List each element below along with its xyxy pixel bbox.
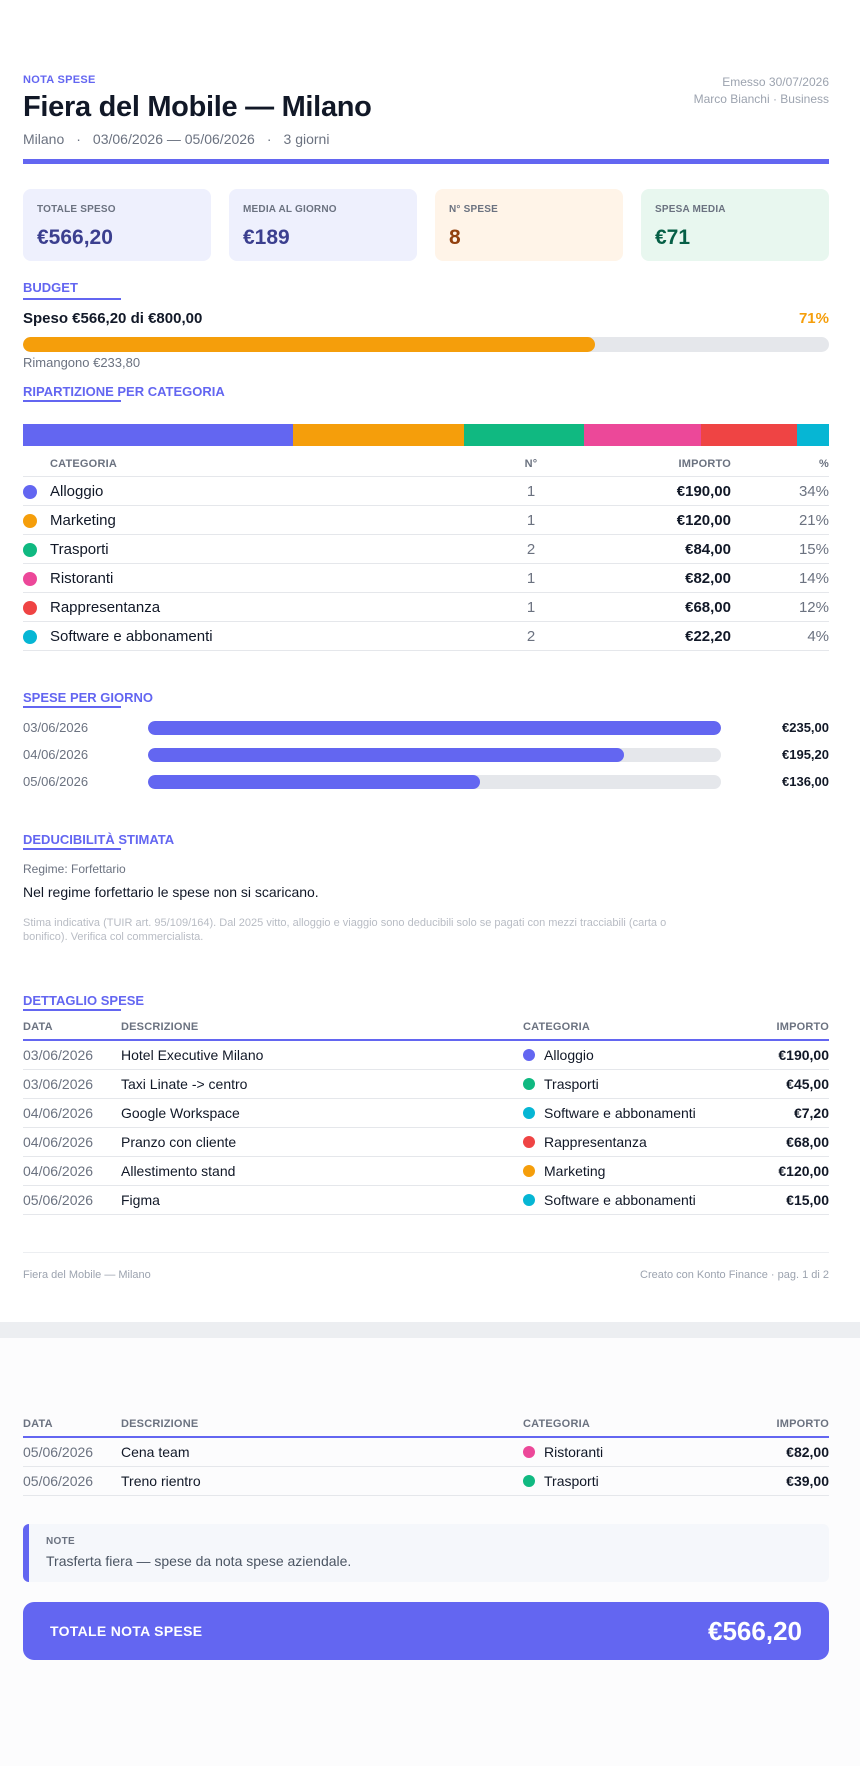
category-amount: €120,00 bbox=[561, 506, 731, 535]
expense-category-label: Software e abbonamenti bbox=[544, 1105, 696, 1122]
kpi-value: €189 bbox=[243, 226, 290, 249]
trip-city: Milano bbox=[23, 131, 65, 147]
category-color-dot bbox=[523, 1446, 535, 1458]
col-category: CATEGORIA bbox=[523, 1418, 708, 1437]
category-name: Rappresentanza bbox=[50, 593, 501, 622]
category-amount: €82,00 bbox=[561, 564, 731, 593]
expense-date: 04/06/2026 bbox=[23, 1127, 121, 1156]
page-separator bbox=[0, 1322, 860, 1338]
kpi-card bbox=[641, 189, 829, 261]
category-color-dot bbox=[23, 630, 37, 644]
category-segment bbox=[293, 424, 464, 446]
kpi-value: 8 bbox=[449, 226, 461, 249]
col-description: DESCRIZIONE bbox=[121, 1418, 523, 1437]
daily-heading: SPESE PER GIORNO bbox=[23, 690, 153, 708]
expense-category bbox=[523, 1127, 758, 1156]
expense-category bbox=[523, 1069, 758, 1098]
category-section bbox=[23, 383, 829, 651]
detail-continued bbox=[23, 1418, 829, 1496]
detail-table-continued bbox=[23, 1418, 829, 1496]
expense-category bbox=[523, 1466, 708, 1495]
kpi-label: N° SPESE bbox=[449, 204, 498, 215]
expense-category-label: Rappresentanza bbox=[544, 1134, 647, 1151]
category-heading: RIPARTIZIONE PER CATEGORIA bbox=[23, 384, 225, 402]
category-color-dot bbox=[523, 1136, 535, 1148]
expense-amount: €190,00 bbox=[758, 1040, 829, 1069]
category-segment bbox=[701, 424, 798, 446]
detail-section bbox=[23, 992, 829, 1215]
category-amount: €84,00 bbox=[561, 535, 731, 564]
category-percent: 34% bbox=[731, 477, 829, 506]
day-row bbox=[23, 741, 829, 768]
category-segment bbox=[797, 424, 829, 446]
deductibility-disclaimer: Stima indicativa (TUIR art. 95/109/164). Dal 2025 vitto, alloggio e viaggio sono deducibili solo se pagati con mezzi tracciabili (carta o bonifico). Verifica col commercialista. bbox=[23, 917, 667, 943]
total-value: €566,20 bbox=[708, 1615, 802, 1646]
expense-date: 04/06/2026 bbox=[23, 1156, 121, 1185]
category-count: 1 bbox=[501, 593, 561, 622]
issuer-name: Marco Bianchi · Business bbox=[693, 92, 829, 106]
expense-description: Hotel Executive Milano bbox=[121, 1040, 523, 1069]
category-color-dot bbox=[23, 543, 37, 557]
expense-amount: €39,00 bbox=[708, 1466, 829, 1495]
day-bar bbox=[148, 775, 721, 789]
issue-info bbox=[694, 74, 829, 108]
day-bar-fill bbox=[148, 748, 624, 762]
category-row bbox=[23, 506, 829, 535]
footer-credit: Creato con Konto Finance · pag. 1 di 2 bbox=[640, 1269, 829, 1281]
expense-amount: €7,20 bbox=[758, 1098, 829, 1127]
note-box bbox=[23, 1524, 829, 1582]
category-row bbox=[23, 564, 829, 593]
page-2 bbox=[0, 1338, 860, 1766]
expense-description: Cena team bbox=[121, 1437, 523, 1466]
category-color-dot bbox=[523, 1165, 535, 1177]
expense-category-label: Trasporti bbox=[544, 1076, 599, 1093]
expense-amount: €120,00 bbox=[758, 1156, 829, 1185]
trip-dates: 03/06/2026 — 05/06/2026 bbox=[92, 131, 255, 147]
budget-heading: BUDGET bbox=[23, 280, 121, 300]
category-percent: 4% bbox=[731, 622, 829, 651]
day-row bbox=[23, 768, 829, 795]
note-text: Trasferta fiera — spese da nota spese aziendale. bbox=[46, 1553, 352, 1569]
expense-date: 03/06/2026 bbox=[23, 1069, 121, 1098]
daily-section bbox=[23, 689, 829, 795]
tax-regime: Regime: Forfettario bbox=[23, 862, 126, 876]
kpi-row bbox=[23, 154, 829, 261]
expense-row bbox=[23, 1040, 829, 1069]
expense-amount: €15,00 bbox=[758, 1185, 829, 1214]
day-date: 05/06/2026 bbox=[23, 774, 89, 789]
kpi-card bbox=[435, 189, 623, 261]
expense-date: 05/06/2026 bbox=[23, 1437, 121, 1466]
expense-date: 05/06/2026 bbox=[23, 1466, 121, 1495]
footer-title: Fiera del Mobile — Milano bbox=[23, 1269, 151, 1281]
col-amount: IMPORTO bbox=[758, 1021, 829, 1040]
total-banner bbox=[23, 1602, 829, 1660]
col-description: DESCRIZIONE bbox=[121, 1021, 523, 1040]
category-color-dot bbox=[23, 601, 37, 615]
category-color-dot bbox=[23, 514, 37, 528]
category-name: Ristoranti bbox=[50, 564, 501, 593]
category-row bbox=[23, 622, 829, 651]
detail-heading: DETTAGLIO SPESE bbox=[23, 993, 144, 1011]
category-color-dot bbox=[523, 1049, 535, 1061]
expense-description: Google Workspace bbox=[121, 1098, 523, 1127]
col-count: N° bbox=[501, 446, 561, 477]
report-header bbox=[23, 74, 829, 164]
category-count: 1 bbox=[501, 477, 561, 506]
expense-date: 04/06/2026 bbox=[23, 1098, 121, 1127]
kpi-card bbox=[229, 189, 417, 261]
category-percent: 12% bbox=[731, 593, 829, 622]
category-percent: 21% bbox=[731, 506, 829, 535]
expense-date: 03/06/2026 bbox=[23, 1040, 121, 1069]
expense-amount: €82,00 bbox=[708, 1437, 829, 1466]
report-title: Fiera del Mobile — Milano bbox=[23, 91, 372, 123]
kpi-value: €566,20 bbox=[37, 226, 113, 249]
kpi-label: SPESA MEDIA bbox=[655, 204, 726, 215]
expense-row bbox=[23, 1069, 829, 1098]
expense-description: Allestimento stand bbox=[121, 1156, 523, 1185]
kpi-value: €71 bbox=[655, 226, 691, 249]
expense-category-label: Ristoranti bbox=[544, 1444, 604, 1461]
expense-row bbox=[23, 1466, 829, 1495]
expense-row bbox=[23, 1156, 829, 1185]
col-percent: % bbox=[731, 446, 829, 477]
category-percent: 15% bbox=[731, 535, 829, 564]
trip-duration: 3 giorni bbox=[283, 131, 330, 147]
expense-category-label: Software e abbonamenti bbox=[544, 1192, 696, 1209]
category-count: 1 bbox=[501, 564, 561, 593]
category-color-dot bbox=[23, 485, 37, 499]
expense-category bbox=[523, 1185, 758, 1214]
category-color-dot bbox=[523, 1107, 535, 1119]
category-count: 1 bbox=[501, 506, 561, 535]
category-color-dot bbox=[523, 1194, 535, 1206]
expense-row bbox=[23, 1437, 829, 1466]
category-color-dot bbox=[23, 572, 37, 586]
category-amount: €68,00 bbox=[561, 593, 731, 622]
category-table bbox=[23, 446, 829, 651]
day-bar-fill bbox=[148, 721, 721, 735]
category-name: Marketing bbox=[50, 506, 501, 535]
category-name: Alloggio bbox=[50, 477, 501, 506]
budget-progress-fill bbox=[23, 337, 595, 352]
expense-description: Treno rientro bbox=[121, 1466, 523, 1495]
expense-category bbox=[523, 1098, 758, 1127]
category-color-dot bbox=[523, 1475, 535, 1487]
day-amount: €136,00 bbox=[782, 774, 829, 789]
category-row bbox=[23, 535, 829, 564]
expense-category bbox=[523, 1437, 708, 1466]
budget-spent: Speso €566,20 di €800,00 bbox=[23, 310, 203, 327]
day-row bbox=[23, 714, 829, 741]
deductibility-text: Nel regime forfettario le spese non si scaricano. bbox=[23, 884, 319, 900]
category-count: 2 bbox=[501, 535, 561, 564]
category-segment bbox=[584, 424, 701, 446]
detail-table bbox=[23, 1021, 829, 1215]
expense-category-label: Alloggio bbox=[544, 1047, 594, 1064]
day-date: 04/06/2026 bbox=[23, 747, 89, 762]
expense-category bbox=[523, 1156, 758, 1185]
total-label: TOTALE NOTA SPESE bbox=[50, 1623, 203, 1639]
budget-remaining: Rimangono €233,80 bbox=[23, 355, 141, 370]
expense-description: Pranzo con cliente bbox=[121, 1127, 523, 1156]
expense-description: Taxi Linate -> centro bbox=[121, 1069, 523, 1098]
budget-percent: 71% bbox=[798, 310, 829, 327]
expense-category bbox=[523, 1040, 758, 1069]
category-name: Software e abbonamenti bbox=[50, 622, 501, 651]
col-category: CATEGORIA bbox=[523, 1021, 758, 1040]
category-stacked-bar bbox=[23, 424, 829, 446]
category-row bbox=[23, 477, 829, 506]
expense-category-label: Marketing bbox=[544, 1163, 606, 1180]
page-footer bbox=[23, 1252, 829, 1281]
col-date: DATA bbox=[23, 1021, 121, 1040]
expense-row bbox=[23, 1185, 829, 1214]
kpi-card bbox=[23, 189, 211, 261]
col-amount: IMPORTO bbox=[561, 446, 731, 477]
expense-description: Figma bbox=[121, 1185, 523, 1214]
trip-meta: Milano · 03/06/2026 — 05/06/2026 · 3 giorni bbox=[23, 131, 330, 147]
expense-row bbox=[23, 1127, 829, 1156]
expense-category-label: Trasporti bbox=[544, 1473, 599, 1490]
kpi-label: MEDIA AL GIORNO bbox=[243, 204, 337, 215]
budget-progress-bar bbox=[23, 337, 829, 352]
day-date: 03/06/2026 bbox=[23, 720, 89, 735]
category-name: Trasporti bbox=[50, 535, 501, 564]
expense-date: 05/06/2026 bbox=[23, 1185, 121, 1214]
day-amount: €195,20 bbox=[782, 747, 829, 762]
category-count: 2 bbox=[501, 622, 561, 651]
kpi-label: TOTALE SPESO bbox=[37, 204, 116, 215]
category-segment bbox=[23, 424, 293, 446]
expense-amount: €45,00 bbox=[758, 1069, 829, 1098]
col-date: DATA bbox=[23, 1418, 121, 1437]
issue-date: Emesso 30/07/2026 bbox=[722, 75, 829, 89]
report-eyebrow: NOTA SPESE bbox=[23, 74, 96, 86]
category-row bbox=[23, 593, 829, 622]
deductibility-section bbox=[23, 831, 829, 944]
day-amount: €235,00 bbox=[782, 720, 829, 735]
expense-amount: €68,00 bbox=[758, 1127, 829, 1156]
day-bar-fill bbox=[148, 775, 480, 789]
category-segment bbox=[464, 424, 584, 446]
col-amount: IMPORTO bbox=[708, 1418, 829, 1437]
col-category: CATEGORIA bbox=[50, 446, 501, 477]
day-bar bbox=[148, 721, 721, 735]
note-label: NOTE bbox=[46, 1536, 75, 1547]
category-amount: €190,00 bbox=[561, 477, 731, 506]
category-percent: 14% bbox=[731, 564, 829, 593]
category-color-dot bbox=[523, 1078, 535, 1090]
category-amount: €22,20 bbox=[561, 622, 731, 651]
expense-row bbox=[23, 1098, 829, 1127]
deductibility-heading: DEDUCIBILITÀ STIMATA bbox=[23, 832, 174, 850]
day-bar bbox=[148, 748, 721, 762]
budget-section bbox=[23, 279, 829, 370]
